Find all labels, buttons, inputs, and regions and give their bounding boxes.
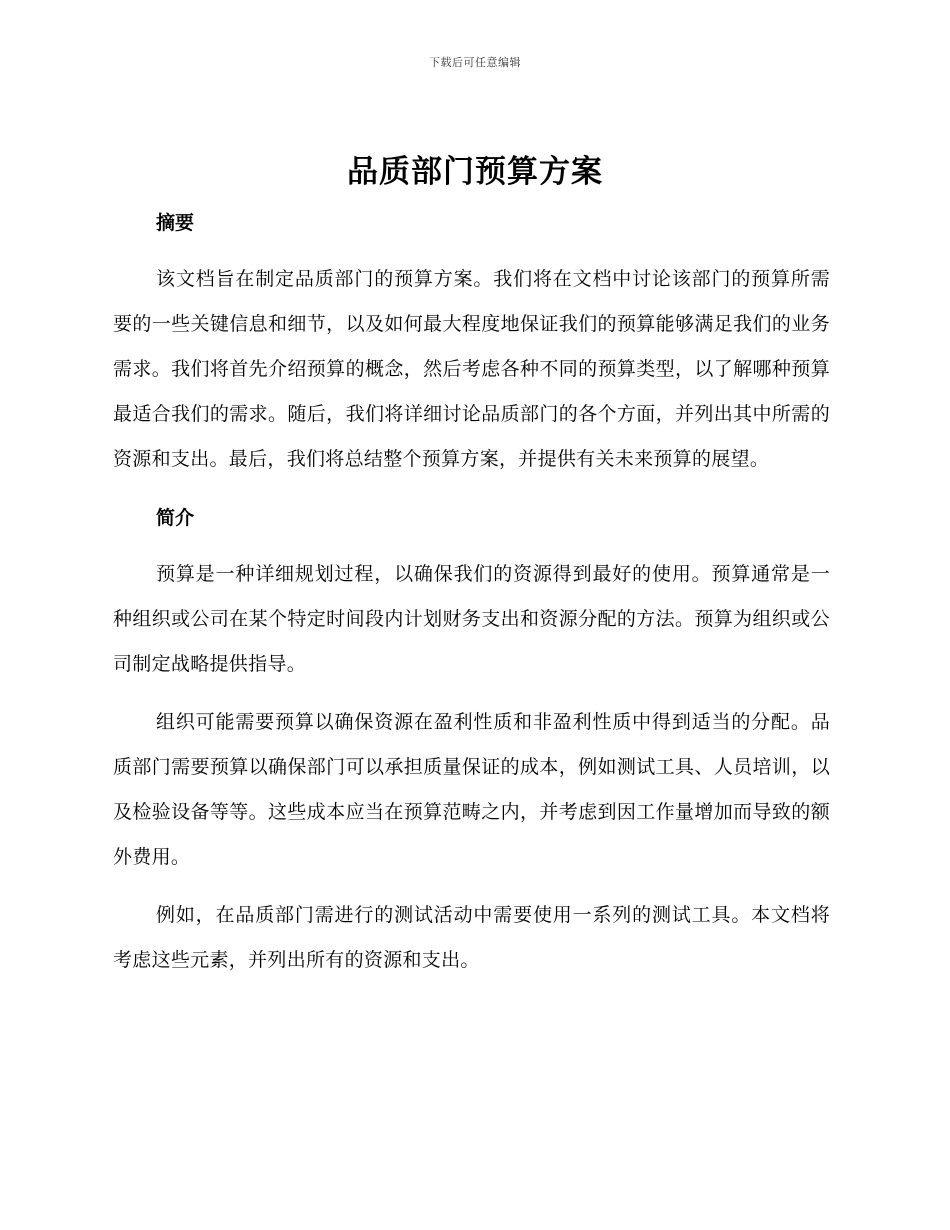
intro-paragraph-3: 例如，在品质部门需进行的测试活动中需要使用一系列的测试工具。本文档将考虑这些元素，并列出所有的资源和支出。: [113, 904, 830, 971]
intro-paragraph-1: 预算是一种详细规划过程，以确保我们的资源得到最好的使用。预算通常是一种组织或公司在某个特定时间段内计划财务支出和资源分配的方法。预算为组织或公司制定战略提供指导。: [113, 563, 830, 675]
section-heading-abstract: 摘要: [156, 212, 195, 234]
document-body: [113, 203, 830, 983]
intro-paragraph-2: 组织可能需要预算以确保资源在盈利性质和非盈利性质中得到适当的分配。品质部门需要预算以确保部门可以承担质量保证的成本，例如测试工具、人员培训，以及检验设备等等。这些成本应当在预算范畴之内，并考虑到因工作量增加而导致的额外费用。: [113, 711, 830, 868]
document-title: 品质部门预算方案: [347, 154, 603, 190]
header-note: 下载后可任意编辑: [429, 56, 521, 69]
section-heading-introduction: 简介: [156, 507, 195, 529]
abstract-paragraph: 该文档旨在制定品质部门的预算方案。我们将在文档中讨论该部门的预算所需要的一些关键信息和细节，以及如何最大程度地保证我们的预算能够满足我们的业务需求。我们将首先介绍预算的概念，然后考虑各种不同的预算类型，以了解哪种预算最适合我们的需求。随后，我们将详细讨论品质部门的各个方面，并列出其中所需的资源和支出。最后，我们将总结整个预算方案，并提供有关未来预算的展望。: [113, 268, 830, 470]
